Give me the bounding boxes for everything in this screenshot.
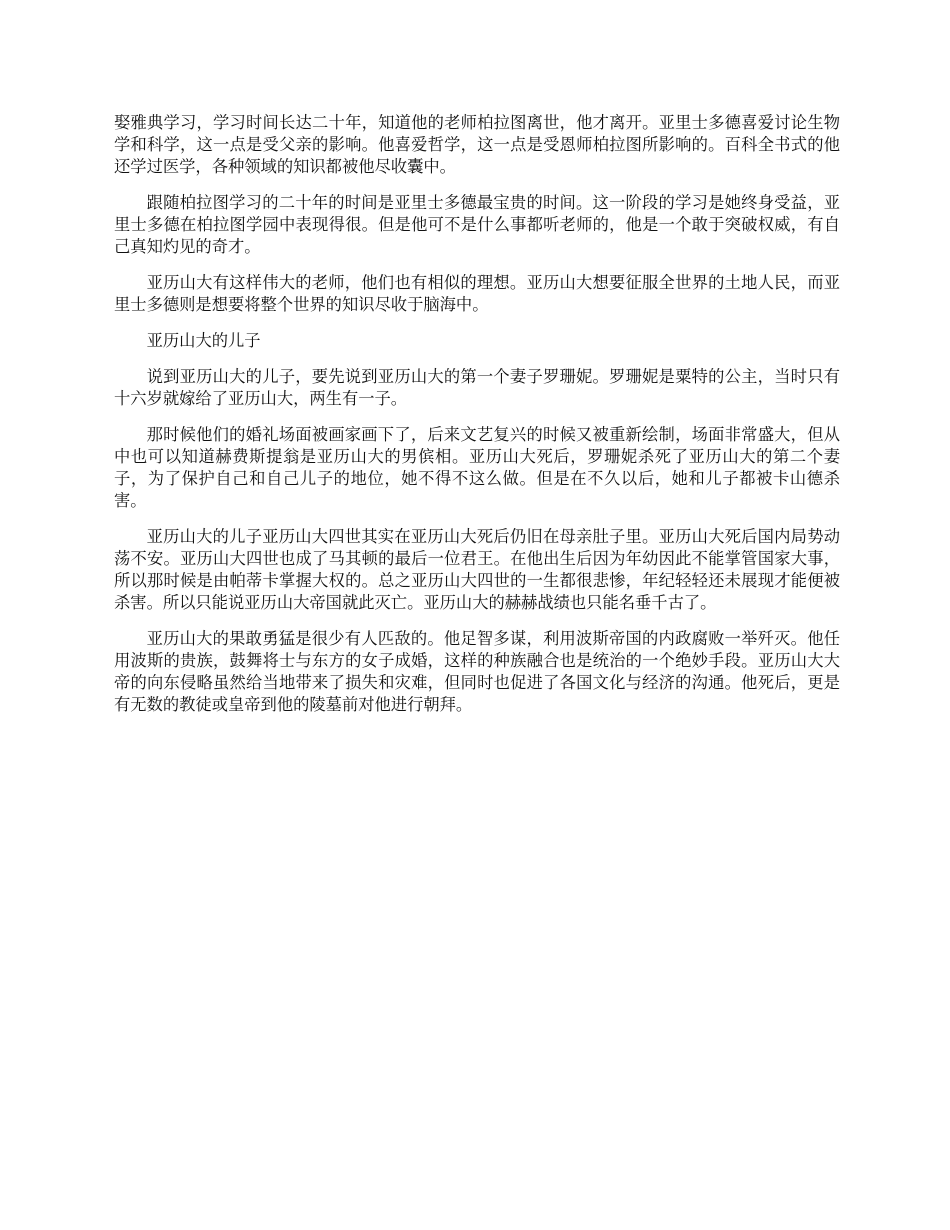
paragraph-3: 亚历山大有这样伟大的老师，他们也有相似的理想。亚历山大想要征服全世界的土地人民，而亚里士多德则是想要将整个世界的知识尽收于脑海中。 [114, 273, 840, 314]
paragraph-5: 那时候他们的婚礼场面被画家画下了，后来文艺复兴的时候又被重新绘制，场面非常盛大，但从中也可以知道赫费斯提翁是亚历山大的男傧相。亚历山大死后，罗珊妮杀死了亚历山大的第二个妻子，为了保护自己和自己儿子的地位，她不得不这么做。但是在不久以后，她和儿子都被卡山德杀害。 [114, 425, 840, 510]
document-body [114, 112, 840, 730]
section-heading: 亚历山大的儿子 [146, 331, 261, 350]
paragraph-7: 亚历山大的果敢勇猛是很少有人匹敌的。他足智多谋，利用波斯帝国的内政腐败一举歼灭。他任用波斯的贵族，鼓舞将士与东方的女子成婚，这样的种族融合也是统治的一个绝妙手段。亚历山大大帝的向东侵略虽然给当地带来了损失和灾难，但同时也促进了各国文化与经济的沟通。他死后，更是有无数的教徒或皇帝到他的陵墓前对他进行朝拜。 [114, 629, 840, 714]
paragraph-1: 娶雅典学习，学习时间长达二十年，知道他的老师柏拉图离世，他才离开。亚里士多德喜爱讨论生物学和科学，这一点是受父亲的影响。他喜爱哲学，这一点是受恩师柏拉图所影响的。百科全书式的他还学过医学，各种领域的知识都被他尽收囊中。 [114, 113, 840, 176]
paragraph-4: 说到亚历山大的儿子，要先说到亚历山大的第一个妻子罗珊妮。罗珊妮是粟特的公主，当时只有十六岁就嫁给了亚历山大，两生有一子。 [114, 367, 840, 408]
paragraph-6: 亚历山大的儿子亚历山大四世其实在亚历山大死后仍旧在母亲肚子里。亚历山大死后国内局势动荡不安。亚历山大四世也成了马其顿的最后一位君王。在他出生后因为年幼因此不能掌管国家大事，所以那时候是由帕蒂卡掌握大权的。总之亚历山大四世的一生都很悲惨，年纪轻轻还未展现才能便被杀害。所以只能说亚历山大帝国就此灭亡。亚历山大的赫赫战绩也只能名垂千古了。 [114, 527, 840, 612]
paragraph-2: 跟随柏拉图学习的二十年的时间是亚里士多德最宝贵的时间。这一阶段的学习是她终身受益，亚里士多德在柏拉图学园中表现得很。但是他可不是什么事都听老师的，他是一个敢于突破权威，有自己真知灼见的奇才。 [114, 193, 840, 256]
